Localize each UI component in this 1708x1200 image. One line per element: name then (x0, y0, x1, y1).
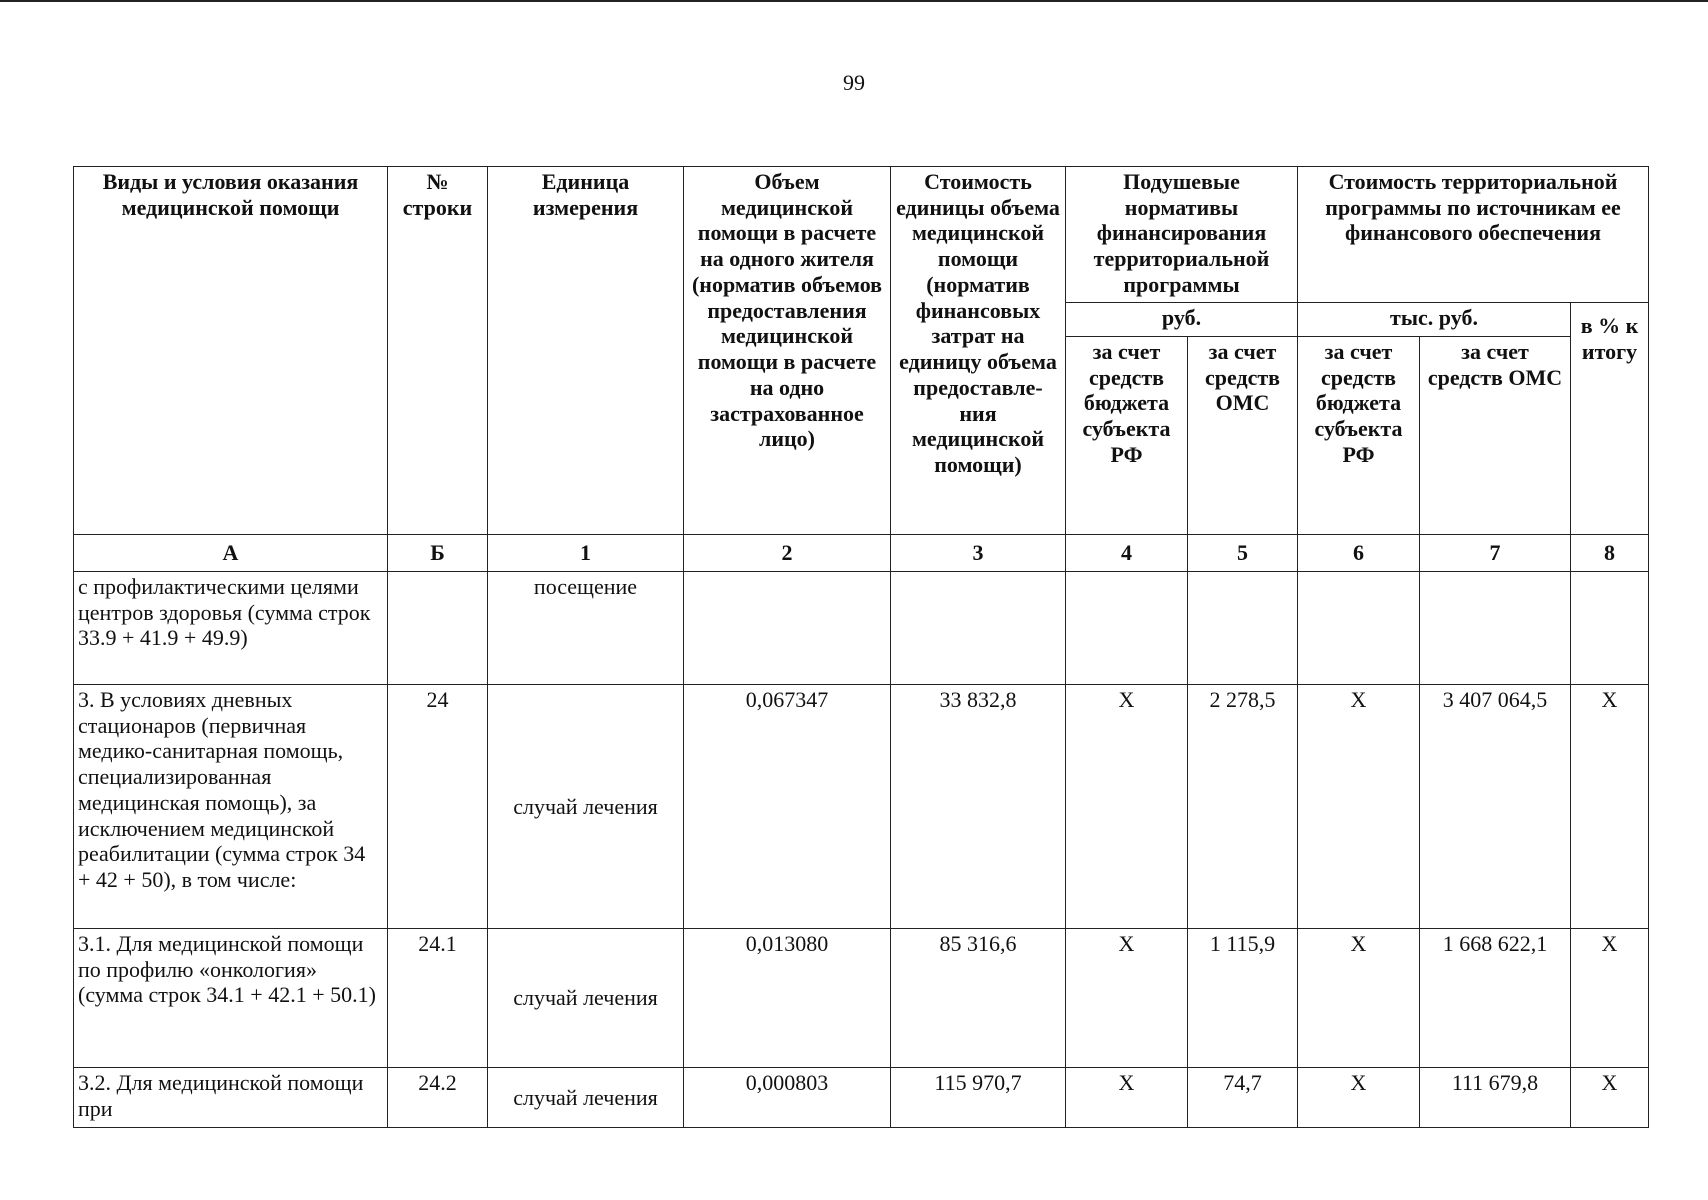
table-row (74, 572, 1649, 685)
row-label: 3. В условиях дневных стационаров (первичная медико-санитарная помощь, специализированная медицинская помощь), за исключением медицинской реабилитации (сумма строк 34 + 42 + 50), в том числе: (74, 685, 388, 929)
top-rule (0, 0, 1708, 2)
header-types: Виды и условия оказания медицинской помощи (74, 167, 388, 535)
index-cell: 8 (1571, 535, 1649, 572)
table-row (74, 1068, 1649, 1128)
row-budget-thousand: Х (1298, 685, 1420, 929)
row-unit: случай лечения (488, 1068, 684, 1128)
index-row (74, 535, 1649, 572)
header-budget-thousand: за счет средств бюджета субъекта РФ (1298, 337, 1420, 535)
financing-table (73, 166, 1649, 1128)
header-program-cost: Стоимость территориальной программы по источникам ее финансового обеспечения (1298, 167, 1649, 303)
index-cell: 3 (891, 535, 1066, 572)
row-oms-thousand (1420, 572, 1571, 685)
index-cell: 7 (1420, 535, 1571, 572)
header-percent: в % к итогу (1571, 303, 1649, 535)
row-unit: посещение (488, 572, 684, 685)
row-oms-thousand: 3 407 064,5 (1420, 685, 1571, 929)
row-line: 24.1 (388, 929, 488, 1068)
index-cell: 2 (684, 535, 891, 572)
header-oms-thousand: за счет средств ОМС (1420, 337, 1571, 535)
row-budget-rub: Х (1066, 685, 1188, 929)
row-label: 3.2. Для медицинской помощи при (74, 1068, 388, 1128)
row-budget-thousand (1298, 572, 1420, 685)
row-oms-rub: 2 278,5 (1188, 685, 1298, 929)
row-unit: случай лечения (488, 929, 684, 1068)
page-number: 99 (843, 70, 865, 95)
index-cell: 4 (1066, 535, 1188, 572)
row-percent: Х (1571, 685, 1649, 929)
header-budget-rub: за счет средств бюджета субъекта РФ (1066, 337, 1188, 535)
index-cell: 1 (488, 535, 684, 572)
row-unit-cost: 85 316,6 (891, 929, 1066, 1068)
row-percent: Х (1571, 929, 1649, 1068)
row-line (388, 572, 488, 685)
header-unit: Единица измерения (488, 167, 684, 535)
index-cell: А (74, 535, 388, 572)
row-budget-rub: Х (1066, 929, 1188, 1068)
row-label: с профилактическими целями центров здоровья (сумма строк 33.9 + 41.9 + 49.9) (74, 572, 388, 685)
header-line-number: № строки (388, 167, 488, 535)
row-volume: 0,067347 (684, 685, 891, 929)
table-row (74, 685, 1649, 929)
row-oms-rub: 1 115,9 (1188, 929, 1298, 1068)
row-oms-rub (1188, 572, 1298, 685)
row-line: 24.2 (388, 1068, 488, 1128)
row-budget-thousand: Х (1298, 929, 1420, 1068)
header-rub: руб. (1066, 303, 1298, 337)
header-unit-cost: Стоимость единицы объема медицинской помощи (норматив финансовых затрат на единицу объема предоставле-ния медицинской помощи) (891, 167, 1066, 535)
row-unit-cost: 115 970,7 (891, 1068, 1066, 1128)
row-oms-thousand: 1 668 622,1 (1420, 929, 1571, 1068)
row-budget-rub (1066, 572, 1188, 685)
row-volume (684, 572, 891, 685)
row-unit-cost: 33 832,8 (891, 685, 1066, 929)
index-cell: 5 (1188, 535, 1298, 572)
row-unit: случай лечения (488, 685, 684, 929)
header-oms-rub: за счет средств ОМС (1188, 337, 1298, 535)
row-label: 3.1. Для медицинской помощи по профилю «онкология» (сумма строк 34.1 + 42.1 + 50.1) (74, 929, 388, 1068)
header-per-capita: Подушевые нормативы финансирования территориальной программы (1066, 167, 1298, 303)
header-thousand-rub: тыс. руб. (1298, 303, 1571, 337)
table-row (74, 929, 1649, 1068)
row-budget-rub: Х (1066, 1068, 1188, 1128)
row-percent (1571, 572, 1649, 685)
row-oms-thousand: 111 679,8 (1420, 1068, 1571, 1128)
row-unit-cost (891, 572, 1066, 685)
index-cell: Б (388, 535, 488, 572)
header-volume: Объем медицинской помощи в расчете на одного жителя (норматив объемов предоставления медицинской помощи в расчете на одно застрахованное лицо) (684, 167, 891, 535)
row-budget-thousand: Х (1298, 1068, 1420, 1128)
row-line: 24 (388, 685, 488, 929)
row-volume: 0,013080 (684, 929, 891, 1068)
row-oms-rub: 74,7 (1188, 1068, 1298, 1128)
index-cell: 6 (1298, 535, 1420, 572)
row-percent: Х (1571, 1068, 1649, 1128)
row-volume: 0,000803 (684, 1068, 891, 1128)
